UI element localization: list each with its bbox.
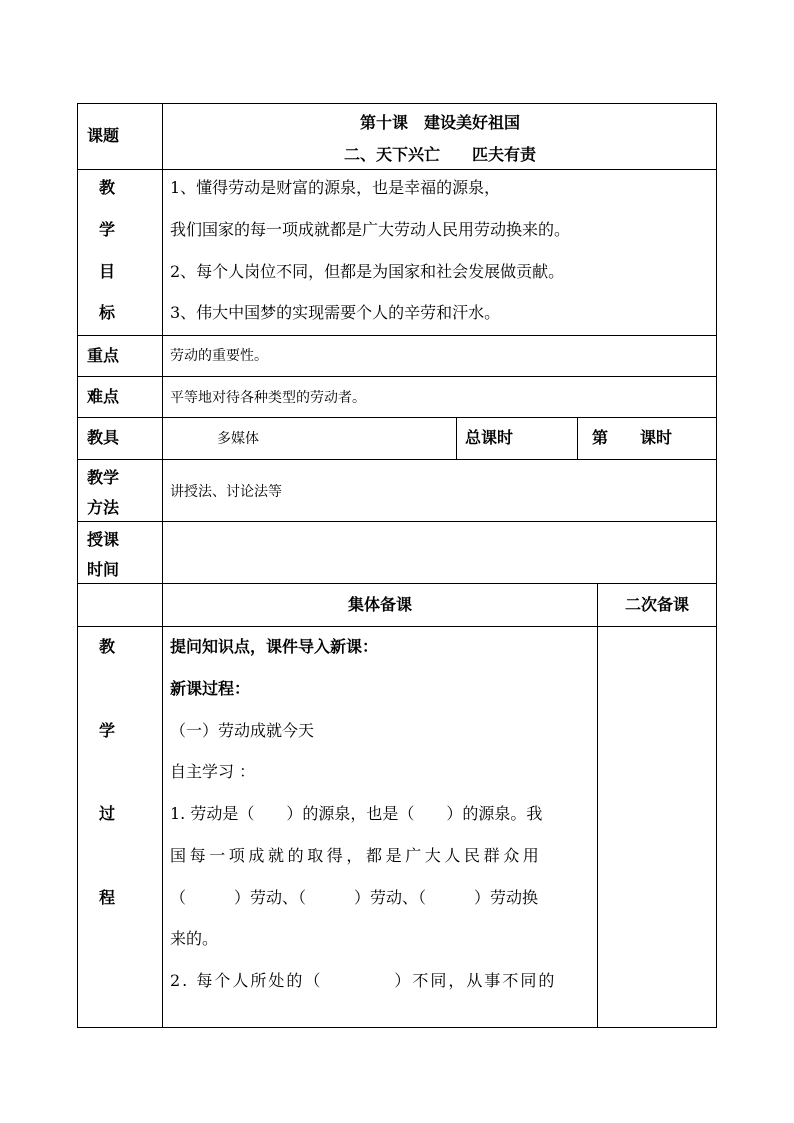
objectives-label-char: 目 [99, 262, 116, 281]
objective-line: 2、每个人岗位不同，但都是为国家和社会发展做贡献。 [170, 262, 565, 281]
row-divider [77, 583, 717, 584]
process-self-study: 自主学习 ： [170, 762, 256, 781]
process-label-char: 教 [99, 637, 116, 656]
second-prep-header: 二次备课 [624, 595, 689, 614]
objectives-label-char: 教 [99, 178, 116, 197]
row-divider [77, 626, 717, 627]
objective-line: 1、懂得劳动是财富的源泉，也是幸福的源泉， [170, 178, 501, 197]
method-label: 教学 [87, 468, 120, 487]
method-value: 讲授法、讨论法等 [170, 484, 282, 500]
process-new-lesson: 新课过程： [170, 679, 251, 698]
process-intro: 提问知识点，课件导入新课： [170, 637, 379, 656]
second-prep-column-divider [597, 583, 598, 1027]
process-label-char: 程 [99, 888, 116, 907]
process-question-line: 国每一项成就的取得，都是广大人民群众用 [170, 846, 543, 865]
row-divider [77, 417, 717, 418]
total-hours-label: 总课时 [465, 428, 514, 447]
table-border-left [77, 103, 78, 1028]
lesson-plan-table [77, 103, 717, 1028]
lesson-title: 第十课 建设美好祖国 [359, 113, 520, 132]
table-border-right [716, 103, 717, 1028]
period-label: 第 课时 [592, 428, 673, 447]
tools-label: 教具 [87, 428, 120, 447]
difficulty-value: 平等地对待各种类型的劳动者。 [170, 390, 366, 406]
key-point-value: 劳动的重要性。 [170, 348, 268, 364]
time-label: 时间 [87, 560, 120, 579]
topic-label: 课题 [87, 126, 120, 145]
group-prep-header: 集体备课 [347, 595, 412, 614]
process-question-line: （ ）劳动、（ ）劳动、（ ）劳动换 [170, 888, 539, 907]
process-label-char: 学 [99, 721, 116, 740]
tools-cell-divider [456, 417, 457, 459]
lesson-subtitle: 二、天下兴亡 匹夫有责 [343, 145, 536, 164]
process-section-heading: （一）劳动成就今天 [170, 721, 315, 740]
time-label: 授课 [87, 530, 120, 549]
label-column-divider [162, 103, 163, 1028]
process-question-line: 来的。 [170, 929, 219, 948]
difficulty-label: 难点 [87, 387, 120, 406]
process-label-char: 过 [99, 804, 116, 823]
row-divider [77, 169, 717, 170]
row-divider [77, 521, 717, 522]
method-label: 方法 [87, 498, 120, 517]
objective-line: 我们国家的每一项成就都是广大劳动人民用劳动换来的。 [170, 220, 571, 239]
table-border-top [77, 103, 717, 104]
row-divider [77, 376, 717, 377]
tools-value: 多媒体 [217, 431, 259, 447]
objectives-label-char: 标 [99, 303, 116, 322]
process-question-line: 1. 劳动是（ ）的源泉，也是（ ）的源泉。我 [170, 804, 543, 823]
key-point-label: 重点 [87, 346, 120, 365]
table-border-bottom [77, 1027, 717, 1028]
tools-cell-divider [577, 417, 578, 459]
row-divider [77, 459, 717, 460]
row-divider [77, 335, 717, 336]
objectives-label-char: 学 [99, 220, 116, 239]
objective-line: 3、伟大中国梦的实现需要个人的辛劳和汗水。 [170, 303, 501, 322]
process-question-line: 2. 每个人所处的（ ）不同，从事不同的 [170, 971, 557, 990]
